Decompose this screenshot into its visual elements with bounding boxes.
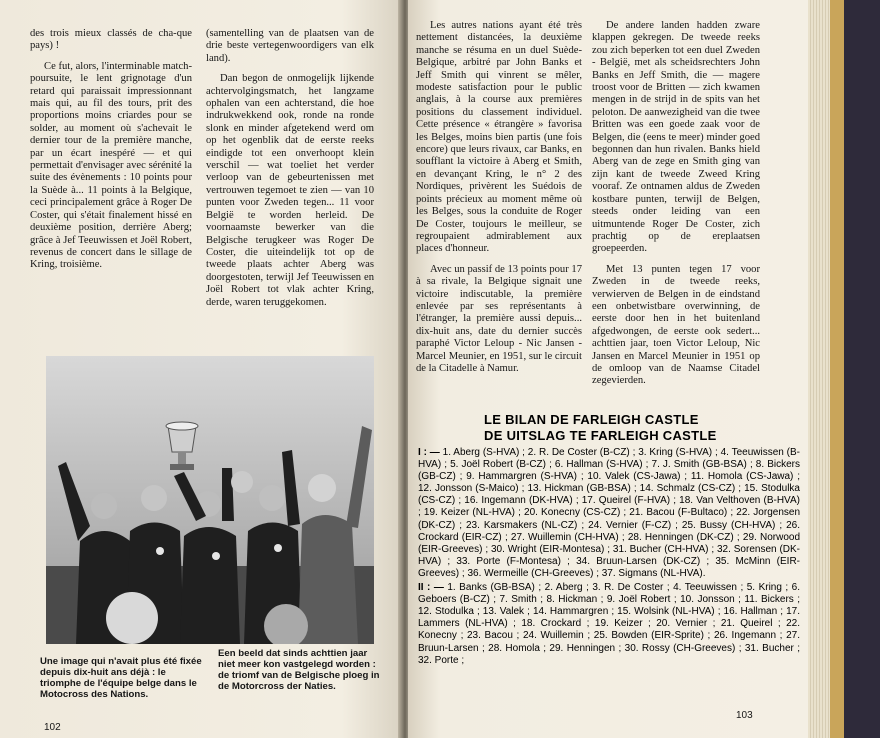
photo-caption-french: Une image qui n'avait plus été fixée depuis dix-huit ans déjà : le triomphe de l'équipe belge dans le Motocross des Nations. xyxy=(40,656,202,700)
paragraph: Avec un passif de 13 points pour 17 à sa rivale, la Belgique signait une victoire indiscutable, la première enlevée par ses représentants à l'étranger, la première aussi depuis... dix-huit ans, date du dernier succès paraphé Victor Leloup - Nic Jansen - Marcel Meunier, en 1951, sur le circuit de la Citadelle à Namur. xyxy=(416,263,582,374)
left-page-column-dutch xyxy=(206,28,374,317)
team-celebration-photo xyxy=(46,356,374,644)
heat-2-results xyxy=(418,582,800,667)
paragraph: De andere landen hadden zware klappen gekregen. De tweede reeks zou zich beperken tot een duel Zweden - België, met als scheidsrechters John Banks en Jeff Smith, die — magere troost voor de Britten — zich kwamen mengen in de strijd in de spits van het peloton. De aanwezigheid van die twee Britten was een goede zaak voor de Belgen, die (eens te meer) minder goed begonnen dan hun rivalen. Banks hield Aberg van de zege en Smith ging van zijn kant de tweede Zweed Kring vooraf. Ze ontnamen aldus de Zweden kostbare punten, terwijl de Belgen, steeds onder leiding van een uitmuntende Roger De Coster, zich prachtig op de ereplaatsen groepeerden. xyxy=(592,20,760,255)
heat-1-results xyxy=(418,447,800,580)
paragraph: Ce fut, alors, l'interminable match-poursuite, le lent grignotage d'un retard qui paraissait impressionnant mais qui, au fil des tours, prit des proportions moins criardes pour se solder, au moment où s'achevait le dernier tour de la première manche, par un écart inespéré — et qui permettait d'envisager avec sérénité la suite des évènements : 10 points pour la Suède à... 11 points à la Belgique, ceci principalement grâce à Roger De Coster, qui s'était finalement hissé en deuxième position, derrière Aberg; grâce à Jef Teeuwissen et Joël Robert, revenus de concert dans le sillage de Kring, troisième. xyxy=(30,60,192,271)
results-list xyxy=(418,447,800,669)
paragraph: (samentelling van de plaatsen van de drie beste vertegenwoordigers van elk land). xyxy=(206,28,374,64)
results-title-french: LE BILAN DE FARLEIGH CASTLE xyxy=(484,412,699,427)
page-number: 103 xyxy=(736,710,753,721)
heat-results-text: 1. Aberg (S-HVA) ; 2. R. De Coster (B-CZ) ; 3. Kring (S-HVA) ; 4. Teeuwissen (B-HVA) ; 5. Joël Robert (B-CZ) ; 6. Hallman (S-HVA) ; 7. J. Smith (GB-BSA) ; 8. Bickers (GB-CZ) ; 9. Hammargren (S-HVA) ; 10. Valek (CS-Jawa) ; 11. Homola (CS-Jawa) ; 12. Jonsson (S-Maico) ; 13. Hickman (GB-BSA) ; 14. Schmalz (CS-CZ) ; 15. Stodulka (CS-CZ) ; 16. Ingemann (DK-HVA) ; 17. Queirel (F-HVA) ; 18. Van Velthoven (B-HVA) ; 19. Keizer (NL-HVA) ; 20. Konecny (CS-CZ) ; 21. Bacou (F-Bultaco) ; 22. Jorgensen (DK-CZ) ; 23. Karsmakers (NL-CZ) ; 24. Vernier (F-CZ) ; 25. Bussy (CH-HVA) ; 26. Crockard (EIR-CZ) ; 27. Wuillemin (CH-HVA) ; 28. Henningen (DK-CZ) ; 29. Norwood (EIR-Greeves) ; 30. Wright (EIR-Montesa) ; 31. Bucher (CH-HVA) ; 32. Sorensen (DK-HVA) ; 33. Porte (F-Montesa) ; 34. Bruun-Larsen (DK-CZ) ; 35. McMinn (EIR-Greeves) ; 36. Wermeille (CH-Greeves) ; 37. Sigmans (NL-HVA). xyxy=(418,447,801,579)
paragraph: Met 13 punten tegen 17 voor Zweden in de tweede reeks, verwierven de Belgen in de eindstand een onbetwistbare overwinning, de eerste door hen in het buitenland afgedwongen, de eerste ook sedert... achttien jaar, toen Victor Leloup, Nic Jansen en Marcel Meunier in 1951 op de omloop van de Naamse Citadel zegevierden. xyxy=(592,263,760,387)
left-page-column-french xyxy=(30,28,192,280)
heat-results-text: 1. Banks (GB-BSA) ; 2. Aberg ; 3. R. De Coster ; 4. Teeuwissen ; 5. Kring ; 6. Geboers (B-CZ) ; 7. Smith ; 8. Hickman ; 9. Joël Robert ; 10. Jonsson ; 11. Bickers ; 12. Stodulka ; 13. Valek ; 14. Hammargren ; 15. Wolsink (NL-HVA) ; 16. Hallman ; 17. Lammers (NL-HVA) ; 18. Crockard ; 19. Keizer ; 20. Vernier ; 21. Queirel ; 22. Konecny ; 23. Bacou ; 24. Wuillemin ; 25. Bowden (EIR-Sprite) ; 26. Ingemann ; 27. Bruun-Larsen ; 28. Homola ; 29. Henningen ; 30. Rossy (CH-Greeves) ; 31. Bucher ; 32. Porte ; xyxy=(418,582,800,666)
heat-marker: II : — xyxy=(418,582,444,594)
book-cover-edge xyxy=(830,0,844,738)
photo-caption-dutch: Een beeld dat sinds achttien jaar niet meer kon vastgelegd worden : de triomf van de Belgische ploeg in de Motorcross der Naties. xyxy=(218,648,380,692)
right-page-column-dutch xyxy=(592,20,760,396)
left-page xyxy=(0,0,402,738)
right-page-column-french xyxy=(416,20,582,383)
results-title-dutch: DE UITSLAG TE FARLEIGH CASTLE xyxy=(484,428,717,443)
page-number: 102 xyxy=(44,722,61,733)
photo-illustration xyxy=(46,356,374,644)
page-edges xyxy=(808,0,830,738)
paragraph: Les autres nations ayant été très nettement distancées, la deuxième manche se résuma en un duel Suède-Belgique, arbitré par John Banks et Jeff Smith qui vinrent se mêler, modeste satisfaction pour le public anglais, à la course aux premières positions du classement individuel. Cette présence « étrangère » favorisa les Belges, moins bien partis (une fois encore) que leurs rivaux, car Banks, en soufflant la victoire à Aberg et Smith, en devançant Kring, le n° 2 des Nordiques, privèrent les Suédois de points précieux au moment même où les Belges, sous la conduite de Roger De Coster, toujours le meilleur, se regroupaient admirablement aux places d'honneur. xyxy=(416,20,582,255)
background xyxy=(844,0,880,738)
paragraph: des trois mieux classés de cha-que pays) ! xyxy=(30,28,192,52)
heat-marker: I : — xyxy=(418,447,440,458)
paragraph: Dan begon de onmogelijk lijkende achtervolgingsmatch, het langzame ophalen van een achterstand, die hoe indrukwekkend ook, ronde na ronde slonk en minder afgetekend werd om op het ogenblik dat de eerste reeks eindigde tot een onverhoopt klein verschil — wat toeliet het verder verloop van de gebeurtenissen met vertrouwen tegemoet te zien — van 10 punten voor Zweden tegen... 11 voor België te worden herleid. De voornaamste bewerker van die Belgische terugkeer was Roger De Coster, die uiteindelijk tot op de tweede plaats achter Aberg was doorgestoten, terwijl Jef Teeuwissen en Joël Robert tot vlak achter Kring, derde, waren teruggekomen. xyxy=(206,73,374,308)
